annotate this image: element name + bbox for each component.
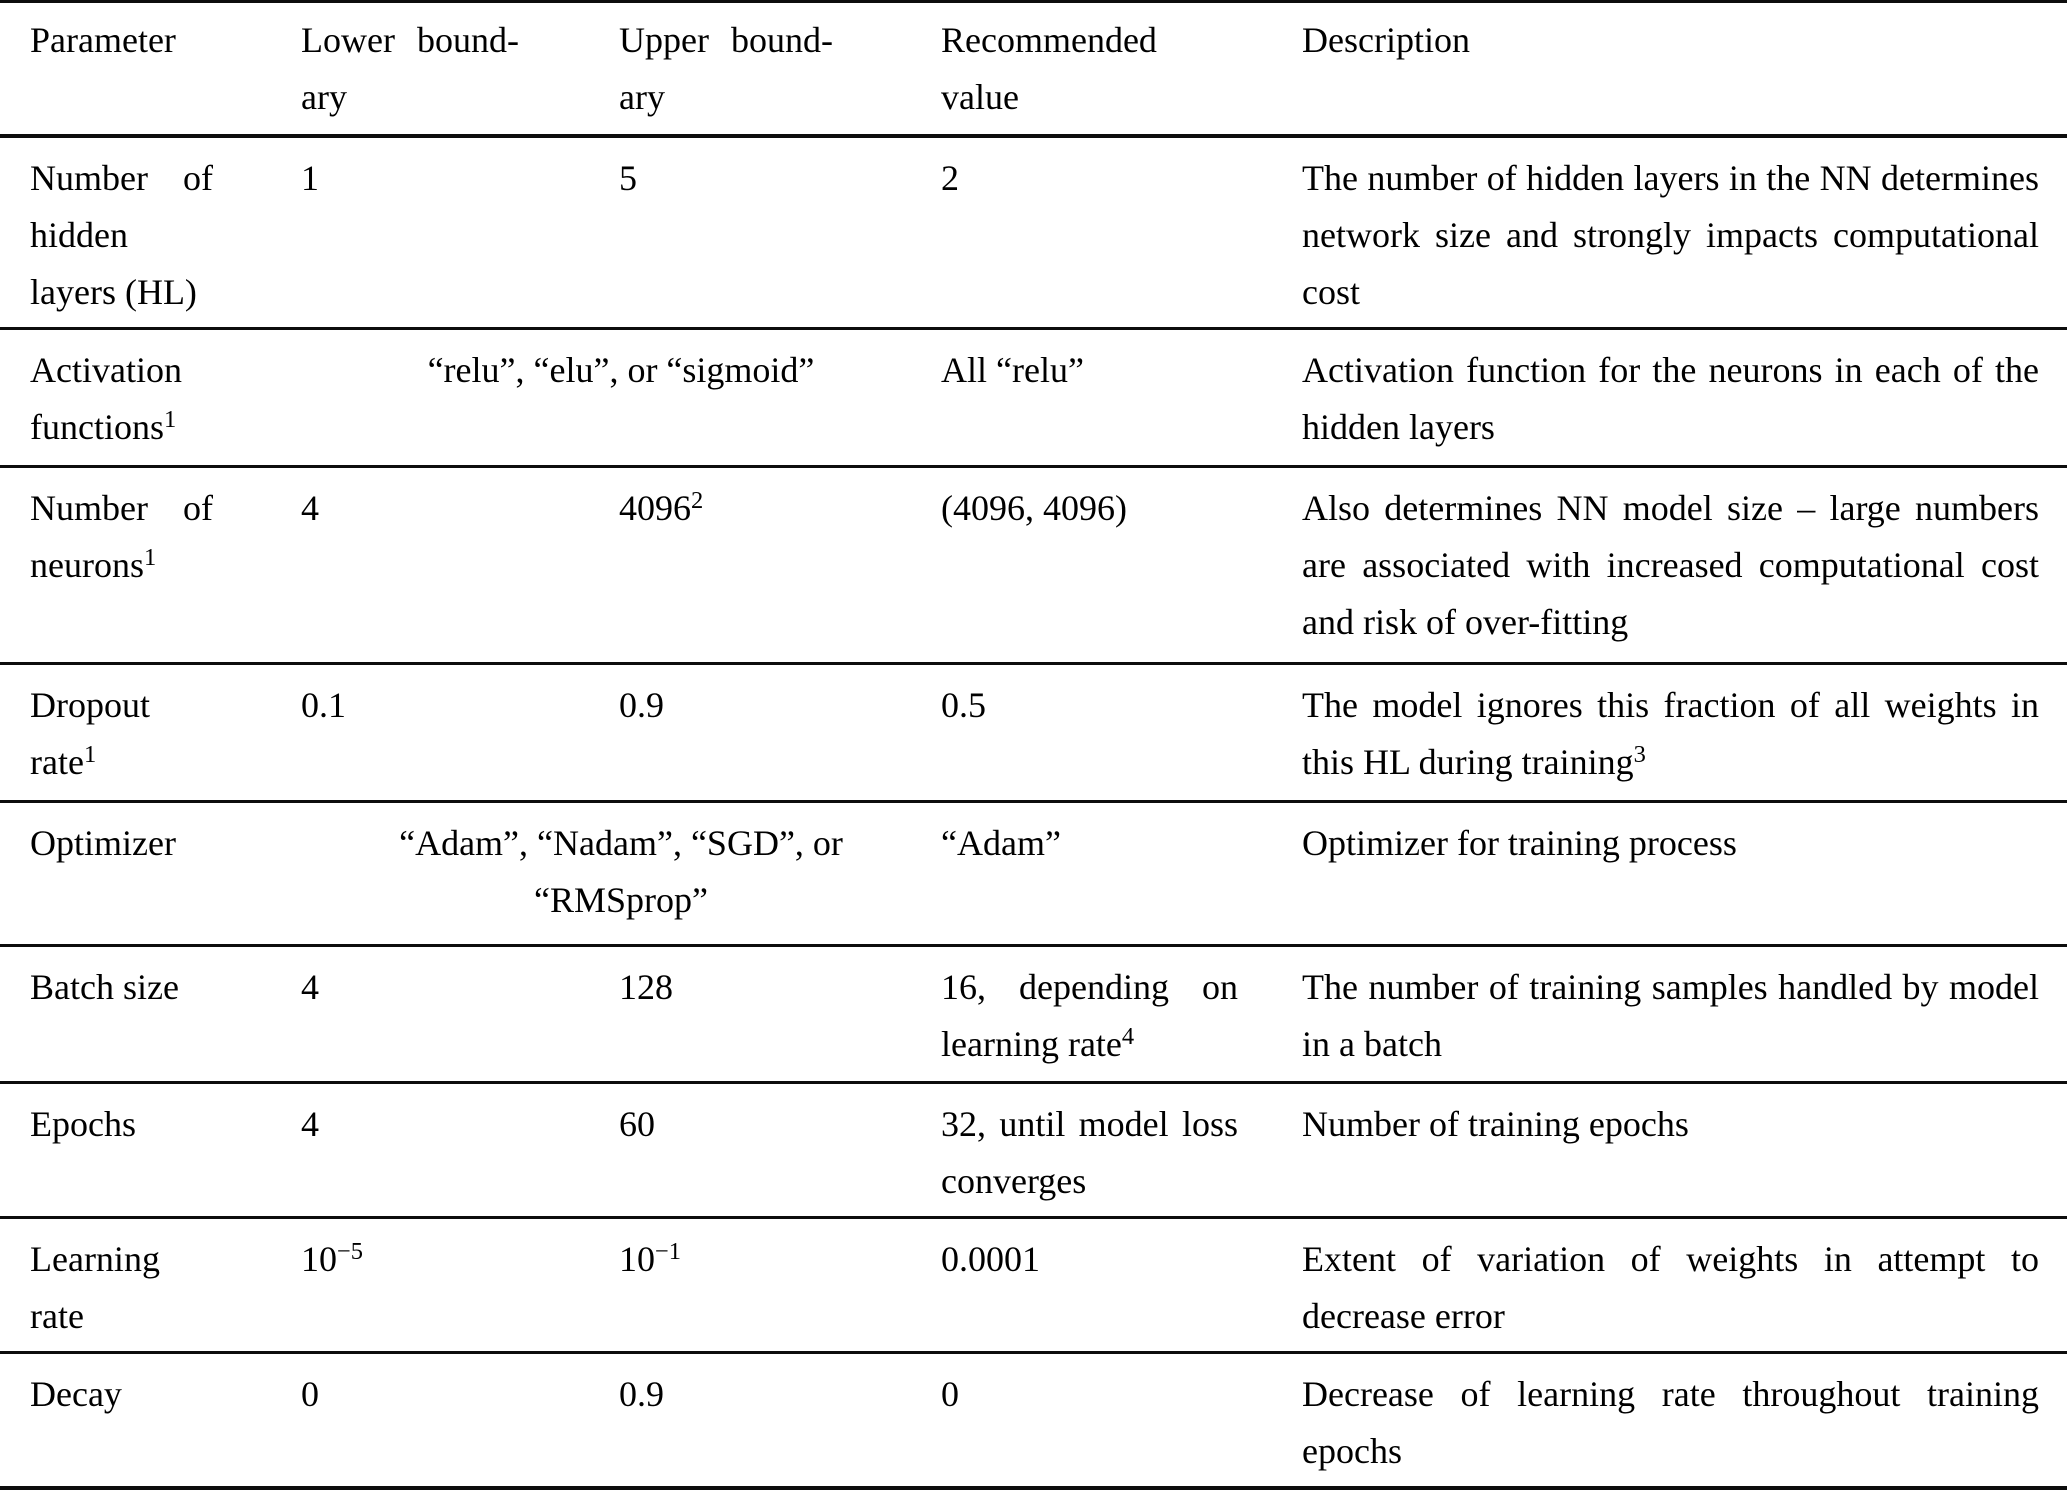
upper-boundary-cell: $10^{-1}$: [619, 1218, 941, 1353]
lower-boundary-cell: 1: [301, 136, 619, 329]
table-row-activation-functions: [0, 329, 2067, 467]
col-header-upper-line1: Upper bound-: [619, 20, 833, 60]
recommended-value-cell: 2: [941, 136, 1302, 329]
parameter-cell: Dropout rate$^1$: [0, 664, 301, 802]
parameter-cell: Activation functions$^1$: [0, 329, 301, 467]
table-row-dropout-rate: [0, 664, 2067, 802]
lower-boundary-cell: 0: [301, 1374, 319, 1414]
boundary-range-cell: “Adam”, “Nadam”, “SGD”, or “RMSprop”: [301, 802, 941, 946]
lower-boundary-cell: 4: [301, 946, 619, 1083]
recommended-value-cell: 0: [941, 1374, 959, 1414]
table-row-batch-size: [0, 946, 2067, 1083]
upper-boundary-cell: 4096$^2$: [619, 467, 941, 664]
recommended-value-cell: All “relu”: [941, 329, 1302, 467]
description-cell: Extent of variation of weights in attempt to decrease error: [1302, 1218, 2067, 1353]
col-header-lower-line1: Lower bound-: [301, 20, 519, 60]
table-row-epochs: [0, 1083, 2067, 1218]
parameter-cell: Decay: [30, 1374, 122, 1414]
table-row-decay: [0, 1353, 2067, 1489]
recommended-value-cell: 16, depending on learning rate$^4$: [941, 946, 1302, 1083]
description-cell: The model ignores this fraction of all weights in this HL during training$^3$: [1302, 664, 2067, 802]
upper-boundary-cell: 0.9: [619, 664, 941, 802]
parameter-cell: Optimizer: [0, 802, 301, 946]
description-cell: The number of hidden layers in the NN determines network size and strongly impacts computational cost: [1302, 136, 2067, 329]
table-row-number-of-neurons: [0, 467, 2067, 664]
upper-boundary-cell: 5: [619, 136, 941, 329]
lower-boundary-cell: 0.1: [301, 664, 619, 802]
recommended-value-cell: “Adam”: [941, 802, 1302, 946]
parameter-cell: Epochs: [0, 1083, 301, 1218]
description-cell: Optimizer for training process: [1302, 802, 2067, 946]
parameter-cell: Number of hidden layers (HL): [0, 136, 301, 329]
header-row: [0, 2, 2067, 137]
recommended-value-cell: (4096, 4096): [941, 467, 1302, 664]
lower-boundary-cell: 4: [301, 467, 619, 664]
parameter-cell: Number of neurons$^1$: [0, 467, 301, 664]
col-header-upper-boundary: [619, 2, 941, 137]
description-cell: Also determines NN model size – large numbers are associated with increased computational cost and risk of over-fitting: [1302, 467, 2067, 664]
col-header-recommended-value: Recommended value: [941, 2, 1302, 137]
table-row-hidden-layers: [0, 136, 2067, 329]
description-cell: Activation function for the neurons in each of the hidden layers: [1302, 329, 2067, 467]
lower-boundary-cell: $10^{-5}$: [301, 1218, 619, 1353]
col-header-parameter: Parameter: [0, 2, 301, 137]
col-header-lower-boundary: [301, 2, 619, 137]
col-header-description: Description: [1302, 2, 2067, 137]
parameter-cell: Batch size: [0, 946, 301, 1083]
description-cell: Decrease of learning rate throughout training epochs: [1302, 1374, 2039, 1471]
table-row-learning-rate: [0, 1218, 2067, 1353]
description-cell: The number of training samples handled by model in a batch: [1302, 946, 2067, 1083]
parameter-cell: Learning rate: [0, 1218, 301, 1353]
lower-boundary-cell: 4: [301, 1083, 619, 1218]
description-cell: Number of training epochs: [1302, 1083, 2067, 1218]
boundary-range-cell: “relu”, “elu”, or “sigmoid”: [301, 329, 941, 467]
upper-boundary-cell: 128: [619, 946, 941, 1083]
upper-boundary-cell: 0.9: [619, 1374, 664, 1414]
upper-boundary-cell: 60: [619, 1083, 941, 1218]
recommended-value-cell: 32, until model loss converges: [941, 1083, 1302, 1218]
recommended-value-cell: 0.5: [941, 664, 1302, 802]
col-header-upper-line2: ary: [619, 77, 665, 117]
col-header-lower-line2: ary: [301, 77, 347, 117]
table-row-optimizer: [0, 802, 2067, 946]
recommended-value-cell: 0.0001: [941, 1218, 1302, 1353]
